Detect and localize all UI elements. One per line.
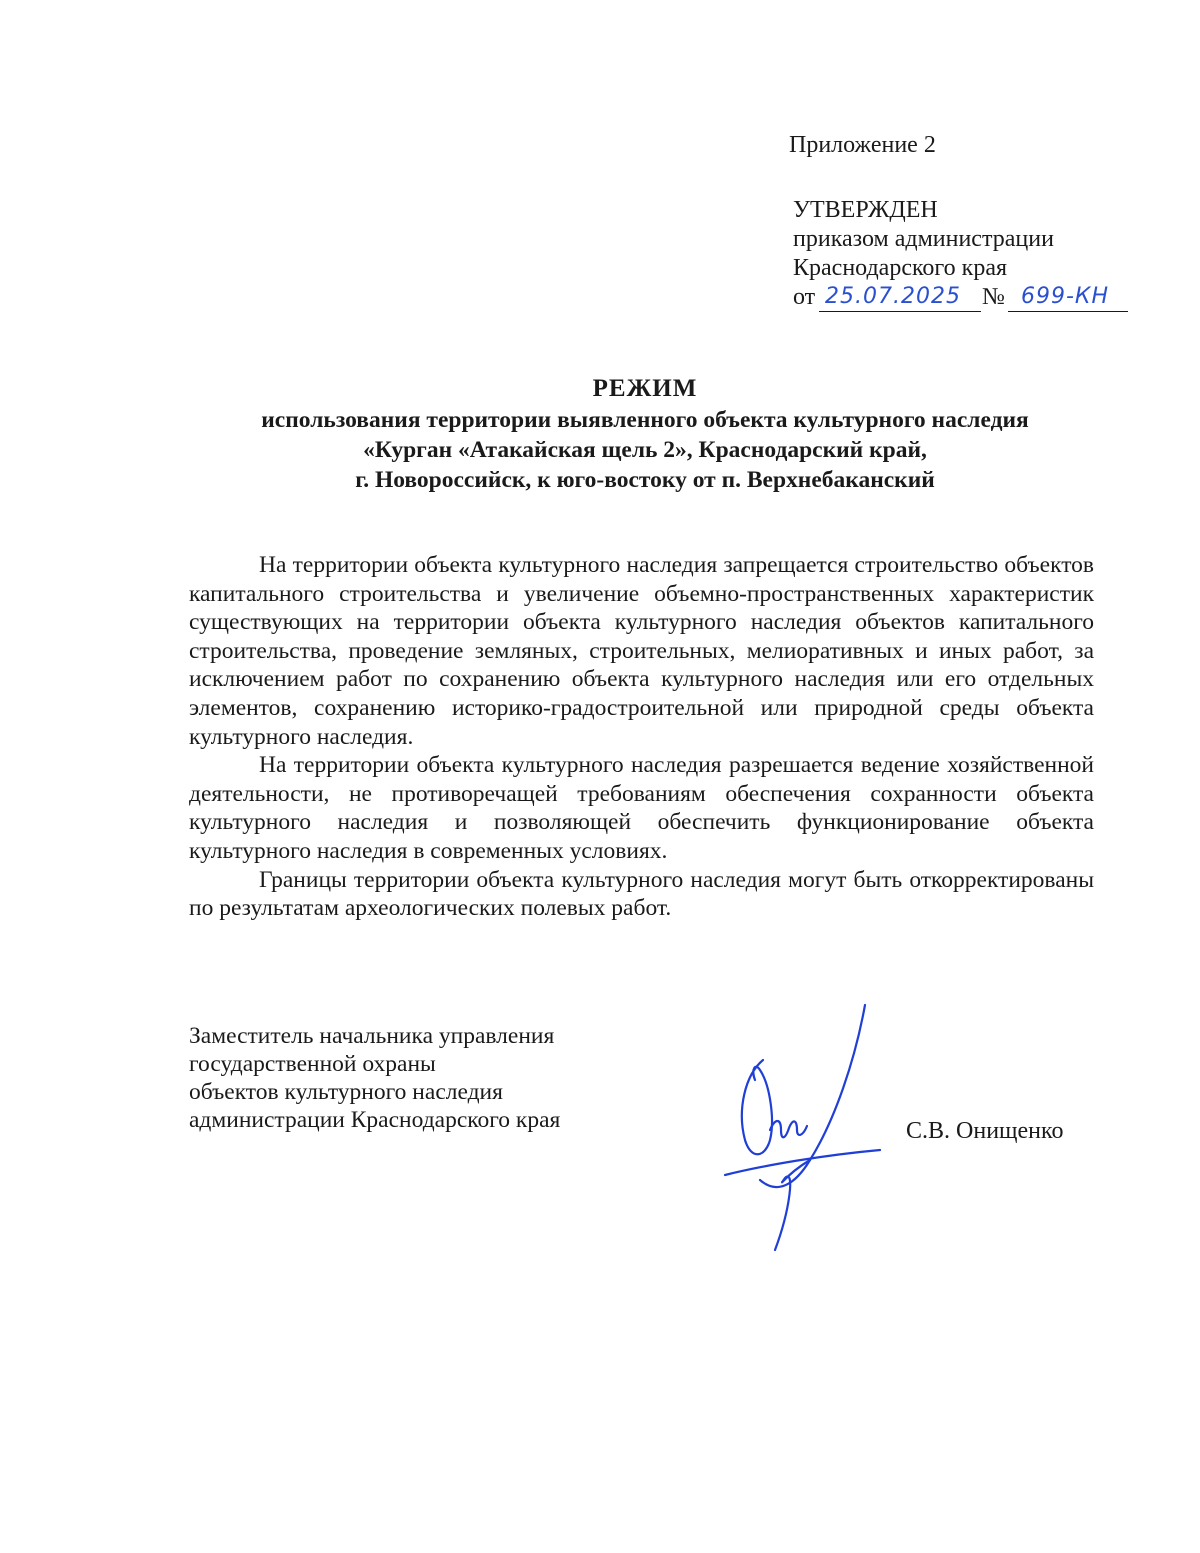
document-title: РЕЖИМ — [592, 375, 698, 402]
signatory-line-2: государственной охраны — [189, 1051, 436, 1077]
approval-line-order: приказом администрации — [793, 226, 1054, 252]
handwritten-date: 25.07.2025 — [825, 284, 961, 309]
date-prefix: от — [793, 284, 816, 310]
signatory-line-3: объектов культурного наследия — [189, 1079, 503, 1105]
signatory-position — [189, 1022, 560, 1134]
date-underline — [819, 311, 981, 312]
signatory-line-4: администрации Краснодарского края — [189, 1107, 561, 1133]
approval-title: УТВЕРЖДЕН — [793, 197, 938, 223]
title-line-1: использования территории выявленного объекта культурного наследия — [261, 407, 1029, 433]
appendix-label: Приложение 2 — [789, 132, 936, 158]
handwritten-number: 699-КН — [1021, 284, 1110, 309]
paragraph-boundaries: Границы территории объекта культурного наследия могут быть откорректированы по результатам археологических полевых работ. — [189, 866, 1094, 922]
signatory-line-1: Заместитель начальника управления — [189, 1023, 555, 1049]
approval-block — [793, 196, 1110, 313]
paragraph-permissions: На территории объекта культурного наследия разрешается ведение хозяйственной деятельности, не противоречащей требованиям обеспечения сохранности объекта культурного наследия и позволяющей обеспечить функционирование объекта культурного наследия в современных условиях. — [189, 752, 1094, 864]
document-body — [189, 551, 1094, 923]
approval-date-line — [793, 283, 1110, 313]
approval-line-region: Краснодарского края — [793, 255, 1008, 281]
title-line-3: г. Новороссийск, к юго-востоку от п. Верхнебаканский — [355, 467, 935, 493]
handwritten-signature — [715, 1000, 895, 1260]
signatory-name: С.В. Онищенко — [906, 1118, 1064, 1144]
document-title-block — [150, 373, 1140, 495]
title-line-2: «Курган «Атакайская щель 2», Краснодарский край, — [363, 437, 927, 463]
paragraph-prohibitions: На территории объекта культурного наследия запрещается строительство объектов капитального строительства и увеличение объемно-пространственных характеристик существующих на территории объекта культурного наследия объектов капитального строительства, проведение земляных, строительных, мелиоративных и иных работ, за исключением работ по сохранению объекта культурного наследия или его отдельных элементов, сохранению историко-градостроительной или природной среды объекта культурного наследия. — [189, 552, 1094, 750]
number-underline — [1008, 311, 1128, 312]
number-sign: № — [982, 284, 1005, 310]
